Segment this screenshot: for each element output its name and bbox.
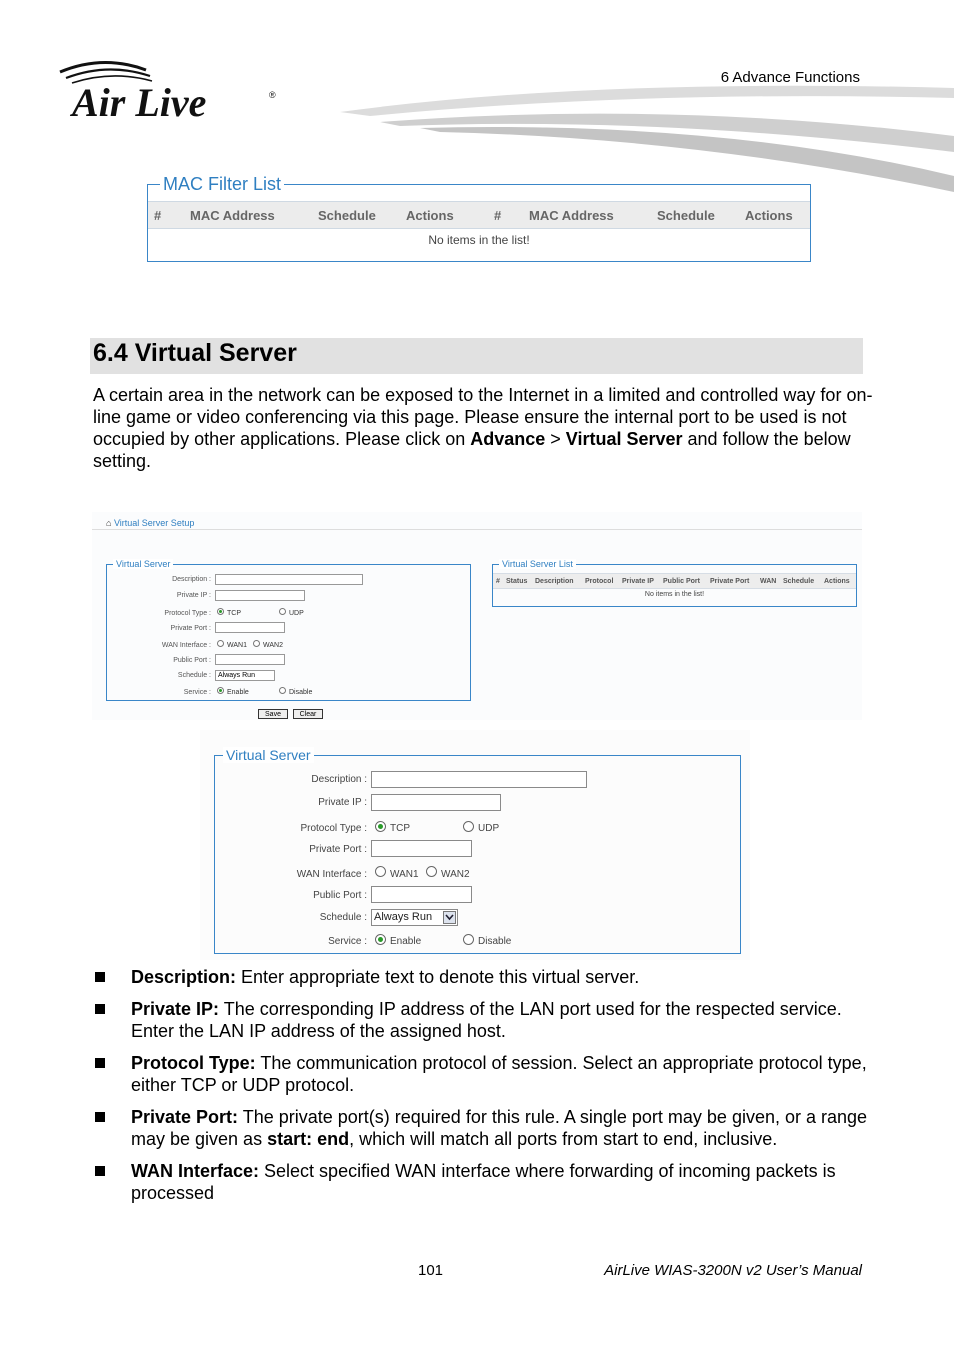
udp-radio[interactable] [279, 608, 286, 615]
lg-tcp-label: TCP [390, 823, 410, 834]
list-col-index: # [496, 578, 500, 585]
private-port-input[interactable] [215, 622, 285, 633]
lg-public-port-input[interactable] [371, 886, 472, 903]
lg-label-schedule: Schedule : [319, 912, 367, 923]
chapter-header: 6 Advance Functions [720, 69, 860, 86]
lg-private-port-input[interactable] [371, 840, 472, 857]
col-schedule: Schedule [318, 208, 376, 223]
list-item [93, 1052, 873, 1096]
para-virtual-server: Virtual Server [565, 429, 683, 449]
lg-disable-label: Disable [478, 936, 512, 947]
para-text-end: and follow the below setting. [93, 429, 851, 471]
lg-udp-label: UDP [478, 823, 500, 834]
para-text: A certain area in the network can be exposed to the Internet in a limited and controlled way for on-line game or video conferencing via this page. Please ensure the internal port to be used is not occupied by other applications. Please click on [93, 385, 873, 449]
lg-schedule-value: Always Run [374, 911, 433, 923]
lg-label-private-port: Private Port : [309, 844, 367, 855]
large-virtual-server-form [214, 747, 741, 954]
lg-label-public-port: Public Port : [313, 890, 367, 901]
virtual-server-list [492, 559, 857, 607]
label-private-ip: Private IP : [176, 592, 211, 599]
bullet-text: The corresponding IP address of the LAN port used for the respected service. Enter the LAN IP address of the assigned host. [131, 999, 842, 1041]
mac-filter-empty: No items in the list! [428, 233, 530, 247]
col-mac-address: MAC Address [190, 208, 275, 223]
logo-text: Air Live [72, 80, 207, 122]
wan1-radio[interactable] [217, 640, 224, 647]
label-schedule: Schedule : [177, 672, 211, 679]
col-actions: Actions [406, 208, 454, 223]
mac-filter-list [147, 174, 811, 262]
public-port-input[interactable] [215, 654, 285, 665]
bullet-square-icon [95, 1166, 105, 1176]
lg-description-input[interactable] [371, 771, 587, 788]
list-col-public-port: Public Port [663, 578, 700, 585]
col-index-2: # [494, 208, 502, 223]
bullet-text: Select specified WAN interface where forwarding of incoming packets is processed [131, 1161, 836, 1203]
bullet-square-icon [95, 1004, 105, 1014]
lg-enable-radio[interactable] [375, 934, 386, 945]
breadcrumb[interactable] [106, 518, 194, 528]
label-public-port: Public Port : [173, 657, 211, 664]
disable-label: Disable [289, 689, 313, 696]
list-col-protocol: Protocol [585, 578, 614, 585]
col-schedule-2: Schedule [657, 208, 715, 223]
lg-disable-radio[interactable] [463, 934, 474, 945]
lg-private-ip-input[interactable] [371, 794, 501, 811]
list-col-description: Description [535, 578, 574, 585]
list-item [93, 966, 873, 988]
lg-label-private-ip: Private IP : [318, 797, 367, 808]
page-number: 101 [418, 1262, 444, 1279]
mac-filter-legend: MAC Filter List [160, 174, 284, 195]
lg-udp-radio[interactable] [463, 821, 474, 832]
bullet-square-icon [95, 972, 105, 982]
disable-radio[interactable] [279, 687, 286, 694]
lg-wan1-label: WAN1 [390, 869, 419, 880]
lg-schedule-select[interactable] [371, 909, 458, 926]
section-paragraph [93, 384, 873, 472]
wan2-radio[interactable] [253, 640, 260, 647]
home-icon: ⌂ [106, 518, 112, 528]
col-actions-2: Actions [745, 208, 793, 223]
col-mac-address-2: MAC Address [529, 208, 614, 223]
list-empty: No items in the list! [644, 591, 705, 598]
clear-button[interactable]: Clear [293, 709, 323, 719]
lg-wan2-label: WAN2 [441, 869, 470, 880]
bullet-text-end: , which will match all ports from start to end, inclusive. [349, 1129, 778, 1149]
bullet-bold: start: end [267, 1129, 350, 1149]
enable-label: Enable [227, 689, 249, 696]
lg-label-service: Service : [328, 936, 367, 947]
header-swoosh-decoration [340, 80, 954, 195]
section-title: 6.4 Virtual Server [93, 339, 297, 367]
list-header [493, 573, 856, 589]
wan1-label: WAN1 [227, 642, 247, 649]
label-private-port: Private Port : [170, 625, 211, 632]
description-input[interactable] [215, 574, 363, 585]
list-col-actions: Actions [824, 578, 850, 585]
mac-filter-header [148, 201, 810, 229]
list-col-wan: WAN [760, 578, 777, 585]
list-item [93, 1160, 873, 1204]
breadcrumb-label: Virtual Server Setup [113, 518, 195, 528]
para-sep: > [545, 429, 566, 449]
bullet-text: The communication protocol of session. Select an appropriate protocol type, either TCP or UDP protocol. [131, 1053, 867, 1095]
bullet-square-icon [95, 1058, 105, 1068]
save-button[interactable]: Save [258, 709, 288, 719]
enable-radio[interactable] [217, 687, 224, 694]
large-form-legend: Virtual Server [223, 747, 314, 763]
lg-label-wan: WAN Interface : [296, 869, 367, 880]
divider [92, 529, 862, 530]
label-protocol: Protocol Type : [164, 610, 211, 617]
bullet-term: Private Port: [131, 1107, 239, 1127]
wan2-label: WAN2 [263, 642, 283, 649]
bullet-term: Description: [131, 967, 237, 987]
list-col-schedule: Schedule [783, 578, 815, 585]
virtual-server-setup-screenshot [92, 512, 862, 720]
list-col-private-port: Private Port [710, 578, 750, 585]
field-description-list [93, 966, 873, 1214]
bullet-square-icon [95, 1112, 105, 1122]
bullet-term: Private IP: [131, 999, 220, 1019]
airlive-logo [58, 58, 288, 122]
label-description: Description : [172, 576, 211, 583]
virtual-server-form-zoom [200, 730, 750, 960]
para-advance: Advance [470, 429, 546, 449]
chevron-down-icon [443, 911, 456, 924]
lg-enable-label: Enable [390, 936, 422, 947]
list-legend: Virtual Server List [499, 559, 576, 569]
lg-label-description: Description : [311, 774, 367, 785]
schedule-value: Always Run [218, 672, 255, 679]
tcp-label: TCP [227, 610, 241, 617]
private-ip-input[interactable] [215, 590, 305, 601]
udp-label: UDP [289, 610, 304, 617]
list-item [93, 1106, 873, 1150]
lg-wan1-radio[interactable] [375, 866, 386, 877]
list-item [93, 998, 873, 1042]
tcp-radio[interactable] [217, 608, 224, 615]
logo-swirl-icon [58, 58, 288, 122]
bullet-term: Protocol Type: [131, 1053, 256, 1073]
manual-title: AirLive WIAS-3200N v2 User’s Manual [604, 1262, 862, 1279]
schedule-select[interactable] [215, 670, 275, 681]
list-col-private-ip: Private IP [622, 578, 654, 585]
list-col-status: Status [506, 578, 528, 585]
lg-label-protocol: Protocol Type : [300, 823, 367, 834]
bullet-term: WAN Interface: [131, 1161, 260, 1181]
bullet-text: Enter appropriate text to denote this virtual server. [236, 967, 640, 987]
bullet-text: The private port(s) required for this rule. A single port may be given, or a range may be given as [131, 1107, 868, 1149]
col-index: # [154, 208, 162, 223]
small-form-legend: Virtual Server [113, 559, 173, 569]
svg-text:®: ® [269, 90, 276, 100]
label-service: Service : [183, 689, 211, 696]
lg-tcp-radio[interactable] [375, 821, 386, 832]
small-virtual-server-form [106, 559, 471, 701]
label-wan: WAN Interface : [161, 642, 211, 649]
lg-wan2-radio[interactable] [426, 866, 437, 877]
